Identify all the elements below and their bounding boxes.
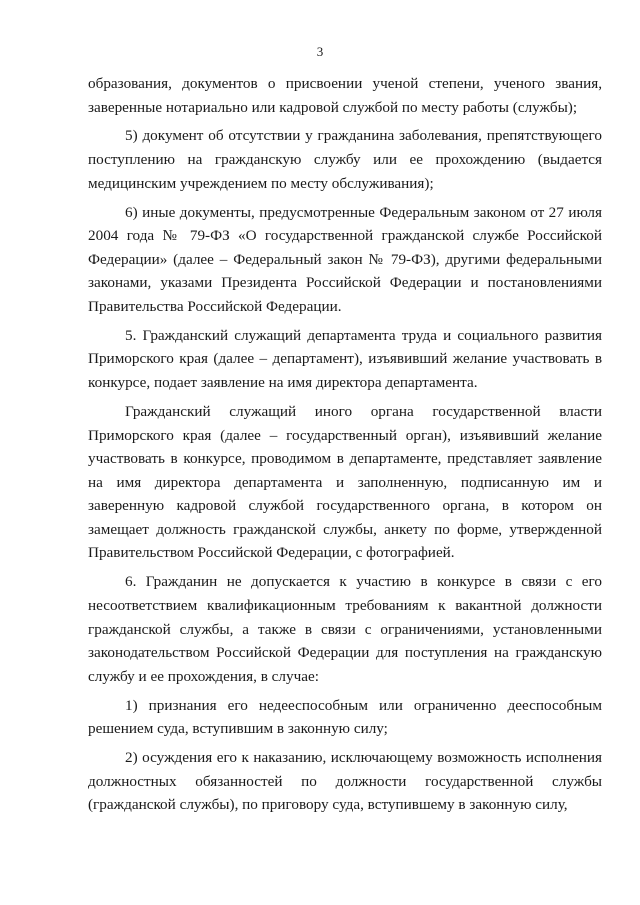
- paragraph-clause-5: 5. Гражданский служащий департамента труда и социального развития Приморского края (далее – департамент), изъявивший желание участвовать в конкурсе, подает заявление на имя директора департамента.: [88, 326, 602, 392]
- paragraph-other-docs: 6) иные документы, предусмотренные Федеральным законом от 27 июля 2004 года № 79-ФЗ «О государственной гражданской службе Российской Федерации» (далее – Федеральный закон № 79-ФЗ), другими федеральными законами, указами Президента Российской Федерации и постановлениями Правительства Российской Федерации.: [88, 203, 602, 315]
- paragraph-clause-6: 6. Гражданин не допускается к участию в конкурсе в связи с его несоответствием квалификационным требованиям к вакантной должности гражданской службы, а также в связи с ограничениями, установленными законодательством Российской Федерации для поступления на гражданскую службу и ее прохождения, в случае:: [88, 573, 602, 685]
- paragraph-other-agency-servant: Гражданский служащий иного органа государственной власти Приморского края (далее – государственный орган), изъявивший желание участвовать в конкурсе, проводимом в департаменте, представляет заявление на имя директора департамента и заполненную, подписанную им и заверенную кадровой службой государственного органа, в котором он замещает должность гражданской службы, анкету по форме, утвержденной Правительством Российской Федерации, с фотографией.: [88, 402, 602, 562]
- paragraph-education-docs: образования, документов о присвоении ученой степени, ученого звания, заверенные нотариально или кадровой службой по месту работы (службы);: [88, 75, 602, 116]
- page-number: 3: [316, 44, 324, 59]
- paragraph-incapacity: 1) признания его недееспособным или ограниченно дееспособным решением суда, вступившим в законную силу;: [88, 696, 602, 738]
- document-body: [88, 72, 602, 822]
- paragraph-conviction: 2) осуждения его к наказанию, исключающему возможность исполнения должностных обязанностей по должности государственной службы (гражданской службы), по приговору суда, вступившему в законную силу,: [88, 749, 602, 814]
- paragraph-medical-doc: 5) документ об отсутствии у гражданина заболевания, препятствующего поступлению на гражданскую службу или ее прохождению (выдается медицинским учреждением по месту обслуживания);: [88, 127, 602, 192]
